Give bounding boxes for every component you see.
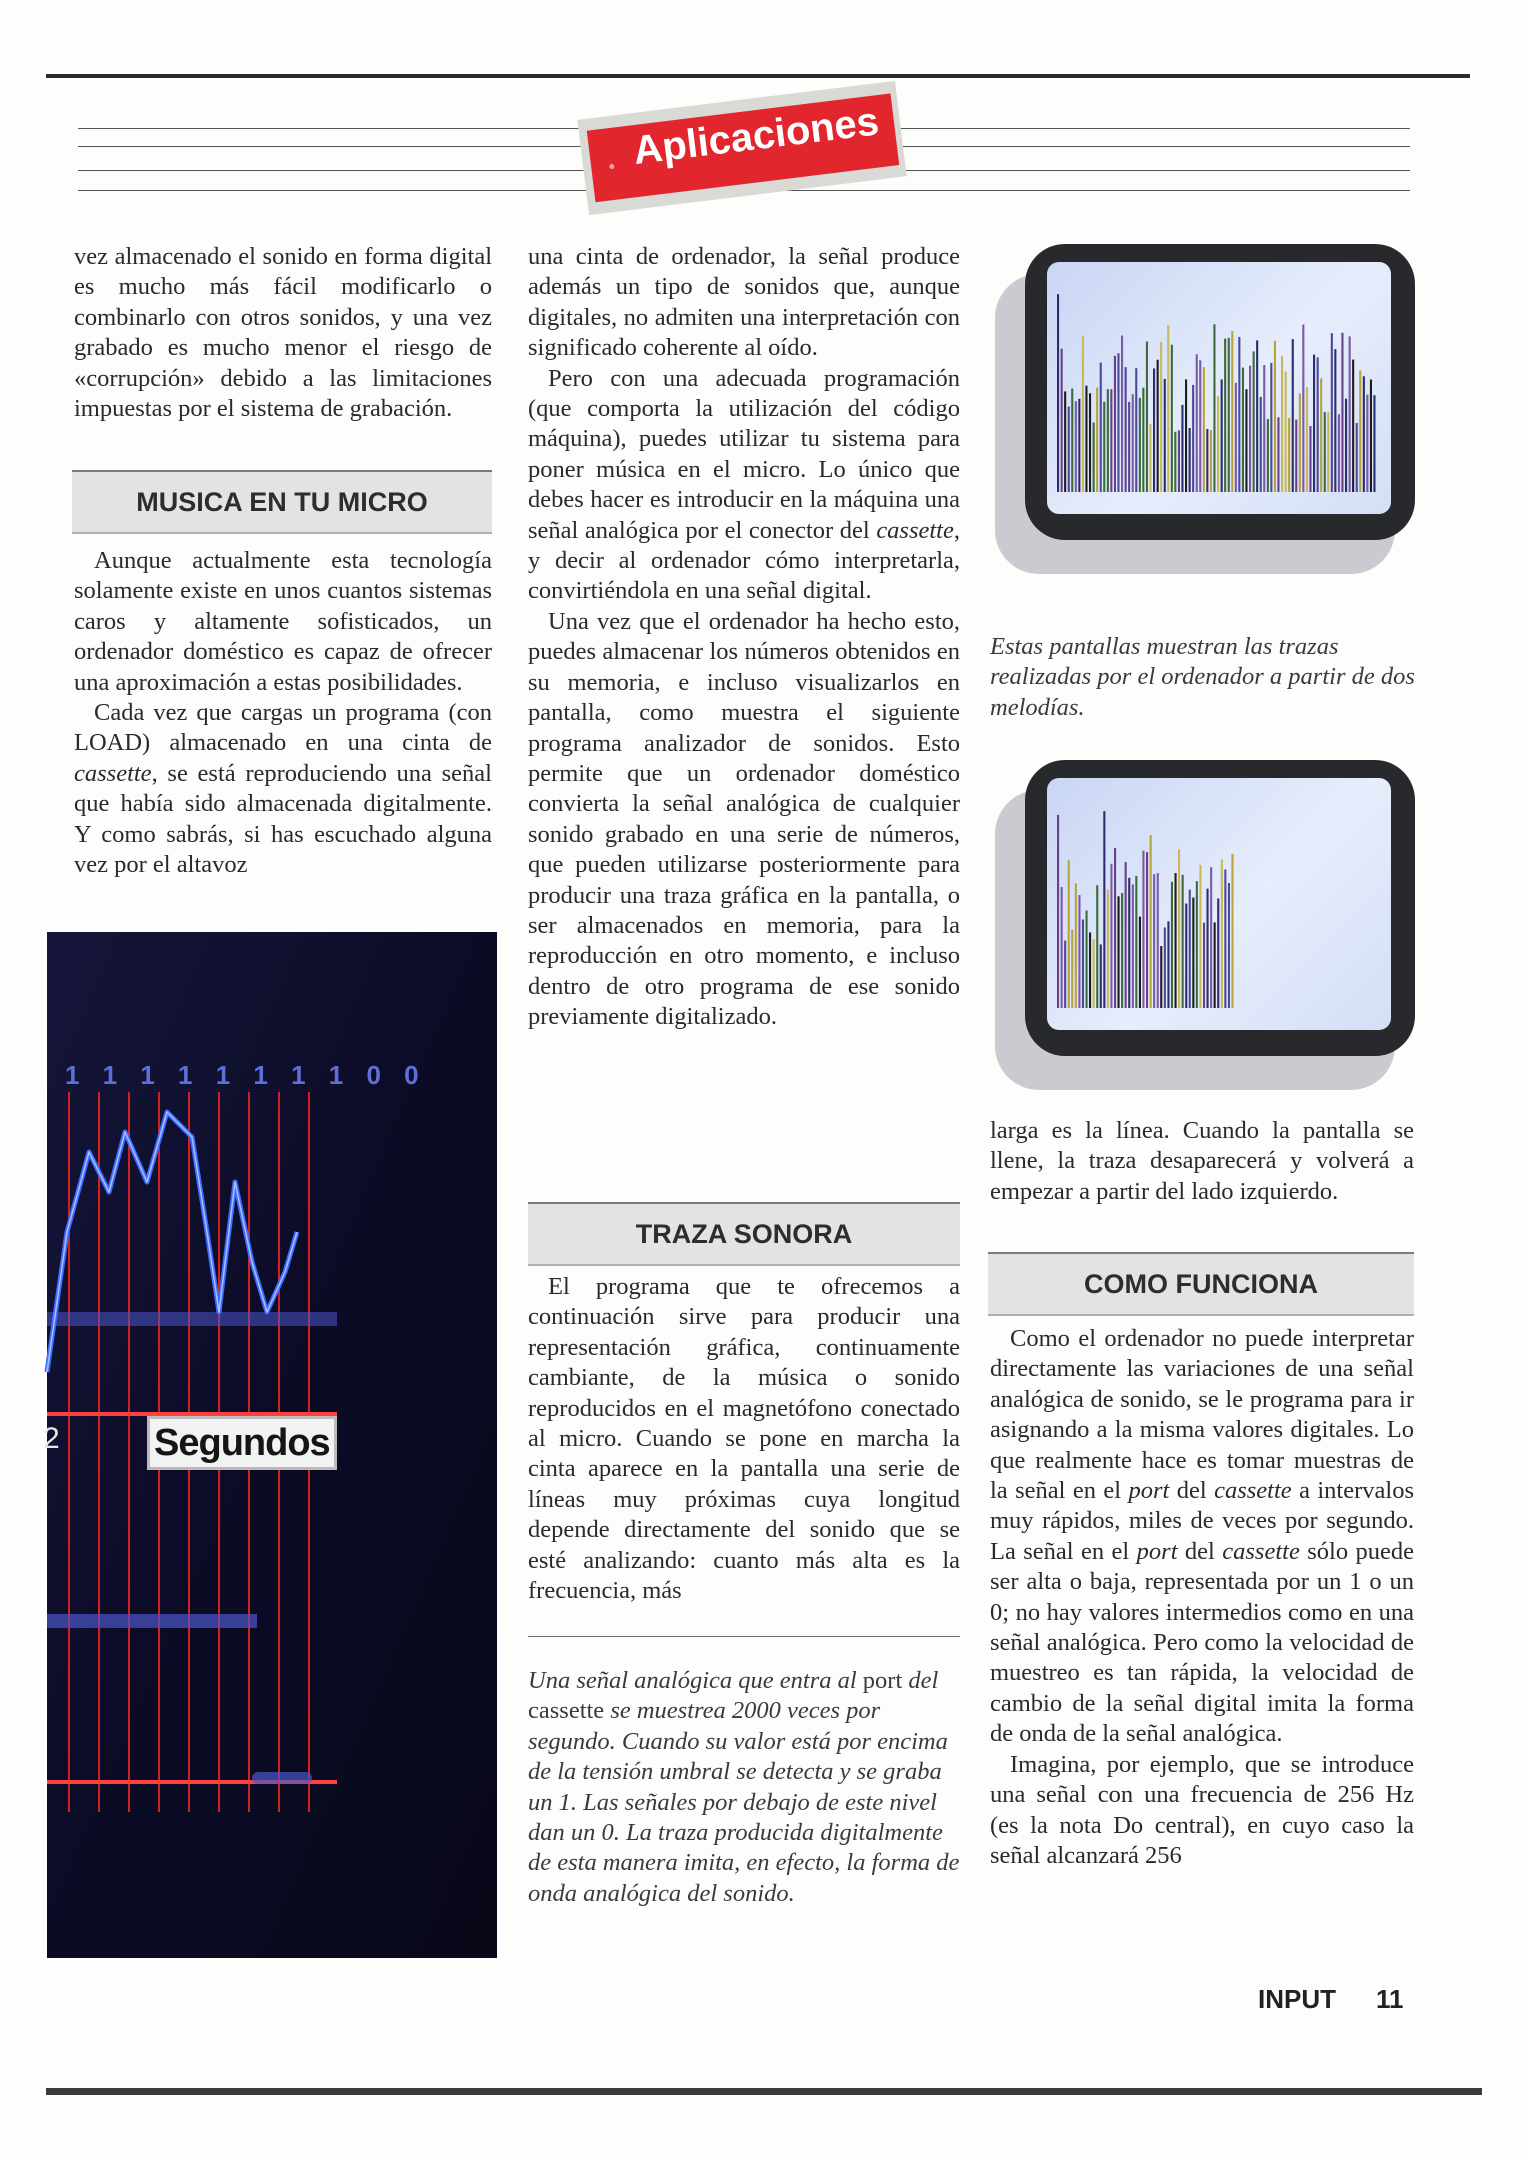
trace-line: [1164, 928, 1166, 1009]
section-banner: [577, 81, 906, 215]
monitor-2: [995, 760, 1425, 1090]
trace-line: [1306, 387, 1308, 492]
trace-line: [1146, 852, 1148, 1008]
trace-line: [1149, 424, 1151, 492]
left-paragraph-2: [74, 698, 492, 880]
right-paragraph-2: [990, 1324, 1414, 1750]
trace-line: [1078, 399, 1080, 492]
trace-line: [1356, 423, 1358, 492]
trace-line: [1153, 874, 1155, 1008]
trace-line: [1064, 941, 1066, 1008]
trace-line: [1181, 405, 1183, 492]
trace-line: [1139, 398, 1141, 492]
trace-line: [1267, 419, 1269, 492]
trace-line: [1345, 399, 1347, 492]
banner-dot: [609, 164, 615, 170]
trace-line: [1075, 401, 1077, 492]
trace-line: [1221, 379, 1223, 492]
trace-line: [1231, 854, 1233, 1008]
trace-line: [1093, 423, 1095, 493]
trace-line: [1199, 360, 1201, 492]
trace-line: [1196, 354, 1198, 492]
monitor-screen: [1047, 778, 1391, 1030]
trace-line: [1171, 345, 1173, 492]
trace-line: [1231, 331, 1233, 492]
digital-level-bar: [47, 1312, 337, 1326]
trace-line: [1128, 402, 1130, 492]
trace-line: [1185, 379, 1187, 492]
trace-line: [1228, 883, 1230, 1008]
text-span: Pero con una adecuada programación (que comporta la utilización del código máquina), puedes utilizar tu sistema para poner música en el micro. Lo único que debes hacer es introducir en la máquina una señal analógica por el conector del: [528, 364, 960, 544]
trace-line: [1121, 893, 1123, 1008]
text-roman: cassette: [528, 1697, 605, 1725]
trace-line: [1263, 365, 1265, 492]
text-emphasis: cassette: [876, 516, 954, 544]
trace-line: [1103, 811, 1105, 1008]
text-emphasis: cassette: [74, 759, 152, 787]
trace-line: [1302, 325, 1304, 493]
trace-line: [1185, 904, 1187, 1009]
middle-paragraph-4: El programa que te ofrecemos a continuación sirve para producir una representación gráfica, continuamente cambiante, de la música o sonido reproducidos en el magnetófono conectado al micro. Cuando se pone en marcha la cinta aparece en la pantalla una serie de líneas muy próximas cuya longitud depende directamente del sonido que se esté analizando: cuanto más alta es la frecuencia, más: [528, 1273, 960, 1605]
trace-line: [1366, 395, 1368, 492]
text-emphasis: port: [1136, 1537, 1178, 1565]
trace-line: [1160, 946, 1162, 1008]
trace-line: [1189, 890, 1191, 1008]
trace-line: [1125, 862, 1127, 1008]
left-column-body: [74, 546, 492, 880]
trace-line: [1363, 376, 1365, 492]
trace-line: [1245, 389, 1247, 492]
trace-line: [1309, 426, 1311, 492]
right-paragraph-3: Imagina, por ejemplo, que se introduce una señal con una frecuencia de 256 Hz (es la nota Do central), en cuyo caso la señal alcanzará 256: [990, 1750, 1414, 1869]
trace-line: [1206, 429, 1208, 492]
trace-line: [1292, 339, 1294, 492]
trace-line: [1142, 388, 1144, 492]
trace-line: [1182, 875, 1184, 1008]
trace-line: [1110, 864, 1112, 1008]
trace-line: [1349, 336, 1351, 492]
trace-line: [1178, 849, 1180, 1008]
magazine-name: INPUT: [1258, 1984, 1336, 2014]
trace-line: [1224, 870, 1226, 1009]
trace-line: [1256, 340, 1258, 492]
trace-line: [1213, 324, 1215, 492]
trace-line: [1068, 407, 1070, 492]
trace-line: [1114, 848, 1116, 1008]
text-emphasis: port: [1128, 1477, 1170, 1505]
trace-line: [1210, 430, 1212, 492]
trace-line: [1132, 884, 1134, 1008]
monitor-screen: [1047, 262, 1391, 514]
trace-line: [1061, 887, 1063, 1008]
sound-trace-1: [1047, 262, 1391, 514]
trace-line: [1192, 898, 1194, 1009]
trace-line: [1203, 923, 1205, 1008]
trace-line: [1132, 394, 1134, 492]
middle-column-body-2: [528, 1272, 960, 1606]
trace-line: [1086, 911, 1088, 1009]
trace-line: [1277, 417, 1279, 492]
trace-line: [1270, 363, 1272, 492]
text-span: Una señal analógica que entra al: [528, 1667, 863, 1694]
sample-bits: 1 1 1 1 1 1 1 1 0 0: [65, 1060, 427, 1090]
trace-line: [1089, 932, 1091, 1008]
section-banner-red: [587, 94, 899, 203]
trace-line: [1142, 851, 1144, 1008]
trace-line: [1359, 371, 1361, 493]
trace-line: [1071, 389, 1073, 493]
text-emphasis: cassette: [1222, 1537, 1300, 1565]
trace-line: [1260, 397, 1262, 492]
trace-line: [1288, 418, 1290, 492]
trace-line: [1171, 882, 1173, 1008]
monitor-1: [995, 244, 1425, 574]
trace-line: [1139, 917, 1141, 1008]
trace-line: [1238, 337, 1240, 492]
trace-line: [1125, 367, 1127, 492]
trace-line: [1313, 355, 1315, 492]
text-roman: port: [862, 1667, 903, 1694]
trace-line: [1128, 878, 1130, 1008]
trace-line: [1338, 414, 1340, 492]
trace-line: [1057, 294, 1059, 492]
left-intro-paragraph: vez almacenado el sonido en forma digital es mucho más fácil modificarlo o combinarlo con otros sonidos, y una vez grabado es mucho menor el riesgo de «corrupción» debido a las limitaciones impuestas por el sistema de grabación.: [74, 243, 492, 423]
trace-line: [1334, 349, 1336, 492]
sound-trace-2: [1047, 778, 1391, 1030]
trace-line: [1324, 412, 1326, 492]
middle-paragraph-3: Una vez que el ordenador ha hecho esto, puedes almacenar los números obtenidos en su memoria, e incluso visualizarlos en pantalla, como muestra el siguiente programa analizador de sonidos. Esto permite que un ordenador doméstico convierta la señal analógica de cualquier sonido grabado en una serie de números, que pueden utilizarse posteriormente para producir una traza gráfica en la pantalla, o ser almacenados en memoria, para la reproducción en otro momento, e incluso dentro de otro programa de ese sonido previamente digitalizado.: [528, 607, 960, 1031]
text-span: del: [902, 1667, 939, 1694]
text-span: , y decir al ordenador cómo interpretarla, convirtiéndola en una señal digital.: [528, 516, 960, 605]
trace-line: [1217, 396, 1219, 492]
trace-line: [1178, 430, 1180, 492]
trace-line: [1057, 815, 1059, 1008]
trace-line: [1064, 391, 1066, 492]
trace-line: [1164, 379, 1166, 492]
digital-level-bar: [252, 1772, 312, 1784]
text-span: Cada vez que cargas un programa (con LOAD) almacenado en una cinta de: [74, 699, 492, 757]
page-bottom-edge: [46, 2088, 1482, 2095]
trace-line: [1117, 353, 1119, 492]
trace-line: [1068, 860, 1070, 1008]
trace-line: [1082, 336, 1084, 492]
text-span: del: [1169, 1477, 1215, 1505]
trace-line: [1174, 432, 1176, 492]
trace-line: [1110, 389, 1112, 492]
trace-line: [1167, 325, 1169, 492]
trace-line: [1196, 881, 1198, 1008]
trace-line: [1114, 356, 1116, 492]
trace-line: [1199, 865, 1201, 1008]
trace-line: [1189, 428, 1191, 492]
section-title: Aplicaciones: [630, 99, 882, 174]
text-emphasis: cassette: [1214, 1477, 1292, 1505]
trace-line: [1093, 939, 1095, 1008]
page-top-edge: [46, 74, 1470, 78]
trace-line: [1150, 835, 1152, 1008]
page-footer: [1258, 1984, 1404, 2015]
trace-line: [1085, 386, 1087, 492]
trace-line: [1089, 393, 1091, 492]
trace-line: [1078, 895, 1080, 1008]
trace-line: [1221, 859, 1223, 1008]
left-column-intro: [74, 242, 492, 424]
trace-line: [1224, 339, 1226, 492]
text-span: sólo puede ser alta o baja, representada por un 1 o un 0; no hay valores intermedios como en una señal analógica. Pero como la velocidad de muestreo es tan rápida, la velocidad de cambio de la señal digital imita la forma de onda de la señal analógica.: [990, 1537, 1414, 1748]
trace-line: [1217, 898, 1219, 1008]
right-paragraph-1: larga es la línea. Cuando la pantalla se llene, la traza desaparecerá y volverá a empezar a partir del lado izquierdo.: [990, 1117, 1414, 1205]
trace-line: [1207, 889, 1209, 1008]
trace-line: [1157, 360, 1159, 492]
trace-line: [1253, 351, 1255, 492]
trace-line: [1135, 368, 1137, 492]
trace-line: [1107, 890, 1109, 1008]
trace-line: [1373, 395, 1375, 492]
trace-line: [1153, 368, 1155, 492]
right-column-body: [990, 1116, 1414, 1207]
right-column-body-2: [990, 1324, 1414, 1871]
trace-line: [1167, 921, 1169, 1008]
trace-line: [1157, 873, 1159, 1008]
trace-line: [1071, 930, 1073, 1008]
heading-traza-sonora: TRAZA SONORA: [528, 1202, 960, 1266]
trace-line: [1327, 412, 1329, 492]
trace-line: [1061, 349, 1063, 492]
trace-line: [1317, 357, 1319, 492]
trace-line: [1320, 378, 1322, 492]
middle-column-body: [528, 242, 960, 1033]
digital-level-bar: [47, 1614, 257, 1628]
caption-rule: [528, 1636, 960, 1637]
trace-line: [1242, 368, 1244, 492]
segundos-label: Segundos: [147, 1416, 337, 1470]
axis-digit: 2: [43, 1422, 60, 1455]
trace-line: [1285, 372, 1287, 492]
text-span: se muestrea 2000 veces por segundo. Cuando su valor está por encima de la tensión umbral se detecta y se graba un 1. Las señales por debajo de este nivel dan un 0. La traza producida digitalmente de esta manera imita, en efecto, la forma de onda analógica del sonido.: [528, 1697, 960, 1907]
trace-line: [1210, 867, 1212, 1008]
trace-line: [1100, 944, 1102, 1008]
heading-como-funciona: COMO FUNCIONA: [988, 1252, 1414, 1316]
trace-line: [1096, 388, 1098, 492]
text-span: del: [1177, 1537, 1223, 1565]
page-number: 11: [1376, 1984, 1404, 2014]
trace-line: [1175, 873, 1177, 1008]
trace-line: [1281, 356, 1283, 492]
trace-line: [1118, 896, 1120, 1008]
sampling-caption: [528, 1666, 960, 1909]
left-paragraph-1: Aunque actualmente esta tecnología solamente existe en unos cuantos sistemas caros y altamente sofisticados, un ordenador doméstico es capaz de ofrecer una aproximación a estas posibilidades.: [74, 547, 492, 696]
trace-line: [1352, 360, 1354, 492]
trace-line: [1121, 336, 1123, 493]
middle-paragraph-2: [528, 364, 960, 607]
trace-line: [1228, 338, 1230, 492]
trace-line: [1299, 393, 1301, 492]
trace-line: [1103, 402, 1105, 492]
heading-musica-en-tu-micro: MUSICA EN TU MICRO: [72, 470, 492, 534]
trace-line: [1331, 333, 1333, 492]
trace-line: [1295, 420, 1297, 492]
text-span: Como el ordenador no puede interpretar directamente las variaciones de una señal analógica de sonido, se le programa para ir asignando a la misma valores digitales. Lo que realmente hace es tomar muestras de la señal en el: [990, 1325, 1414, 1505]
text-span: , se está reproduciendo una señal que había sido almacenada digitalmente. Y como sabrás, si has escuchado alguna vez por el altavoz: [74, 759, 492, 879]
trace-line: [1146, 342, 1148, 493]
trace-line: [1135, 876, 1137, 1008]
trace-line: [1160, 342, 1162, 492]
trace-line: [1100, 363, 1102, 492]
trace-line: [1370, 380, 1372, 493]
trace-line: [1341, 333, 1343, 492]
trace-line: [1235, 383, 1237, 492]
trace-line: [1203, 367, 1205, 492]
trace-line: [1214, 922, 1216, 1008]
screens-caption: Estas pantallas muestran las trazas realizadas por el ordenador a partir de dos melodías.: [990, 633, 1415, 721]
trace-line: [1192, 385, 1194, 492]
trace-line: [1107, 389, 1109, 492]
signal-sampling-photo: [43, 932, 497, 1958]
trace-line: [1249, 366, 1251, 492]
trace-line: [1096, 885, 1098, 1008]
trace-line: [1274, 341, 1276, 492]
middle-paragraph-1: una cinta de ordenador, la señal produce además un tipo de sonidos que, aunque digitales, no admiten una interpretación con significado coherente al oído.: [528, 243, 960, 362]
trace-line: [1082, 920, 1084, 1009]
trace-line: [1075, 883, 1077, 1008]
text-span: a intervalos muy rápidos, miles de veces por segundo. La señal en el: [990, 1477, 1414, 1565]
